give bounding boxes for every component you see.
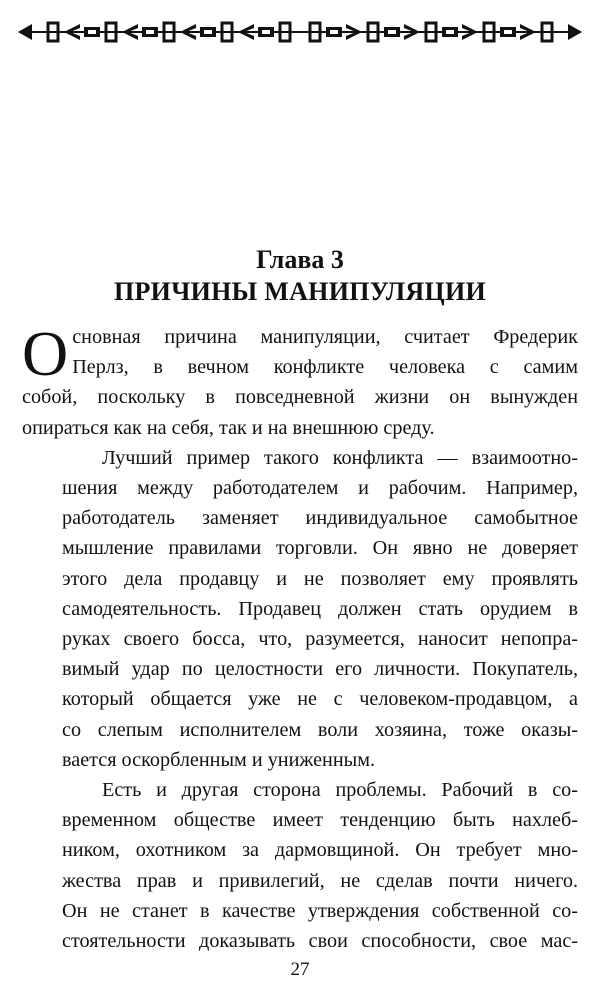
text-line: этого дела продавцу и не позволяет ему проявлять — [62, 567, 578, 590]
text-line: шения между работодателем и рабочим. Например, — [62, 477, 578, 500]
text-line: собой, поскольку в повседневной жизни он вынужден — [22, 386, 578, 409]
page-number: 27 — [290, 959, 310, 980]
paragraph-3 — [22, 775, 578, 956]
text-line: Перлз, в вечном конфликте человека с самим — [72, 356, 578, 379]
text-line: руках своего босса, что, разумеется, наносит непопра- — [62, 628, 578, 651]
body-text — [22, 318, 578, 956]
text-line: вается оскорбленным и униженным. — [62, 748, 376, 771]
text-line: который общается уже не с человеком-продавцом, а — [62, 688, 578, 711]
text-line: ником, охотником за дармовщиной. Он требует мно- — [62, 839, 578, 862]
text-line: вимый удар по целостности его личности. Покупатель, — [62, 658, 578, 681]
drop-cap: О — [22, 318, 69, 389]
chapter-number: Глава 3 — [256, 245, 344, 274]
chapter-title: ПРИЧИНЫ МАНИПУЛЯЦИИ — [113, 277, 487, 306]
decorative-border-ornament — [18, 18, 582, 46]
text-line: со слепым исполнителем воли хозяина, тоже оказы- — [62, 718, 578, 741]
text-line: временном обществе имеет тенденцию быть нахлеб- — [62, 809, 578, 832]
text-line: Есть и другая сторона проблемы. Рабочий в со- — [102, 779, 578, 802]
paragraph-1 — [22, 318, 578, 443]
text-line: опираться как на себя, так и на внешнюю среду. — [22, 416, 435, 439]
text-line: самодеятельность. Продавец должен стать орудием в — [62, 597, 578, 620]
text-line: Он не станет в качестве утверждения собственной со- — [62, 899, 578, 922]
text-line: мышление правилами торговли. Он явно не доверяет — [62, 537, 578, 560]
text-line: стоятельности доказывать свои способности, свое мас- — [62, 930, 578, 953]
text-line: Лучший пример такого конфликта — взаимоотно- — [102, 446, 578, 469]
paragraph-2 — [22, 443, 578, 775]
text-line: сновная причина манипуляции, считает Фредерик — [72, 326, 578, 348]
text-line: работодатель заменяет индивидуальное самобытное — [62, 507, 578, 530]
text-line: жества прав и привилегий, не сделав почти ничего. — [62, 869, 578, 892]
